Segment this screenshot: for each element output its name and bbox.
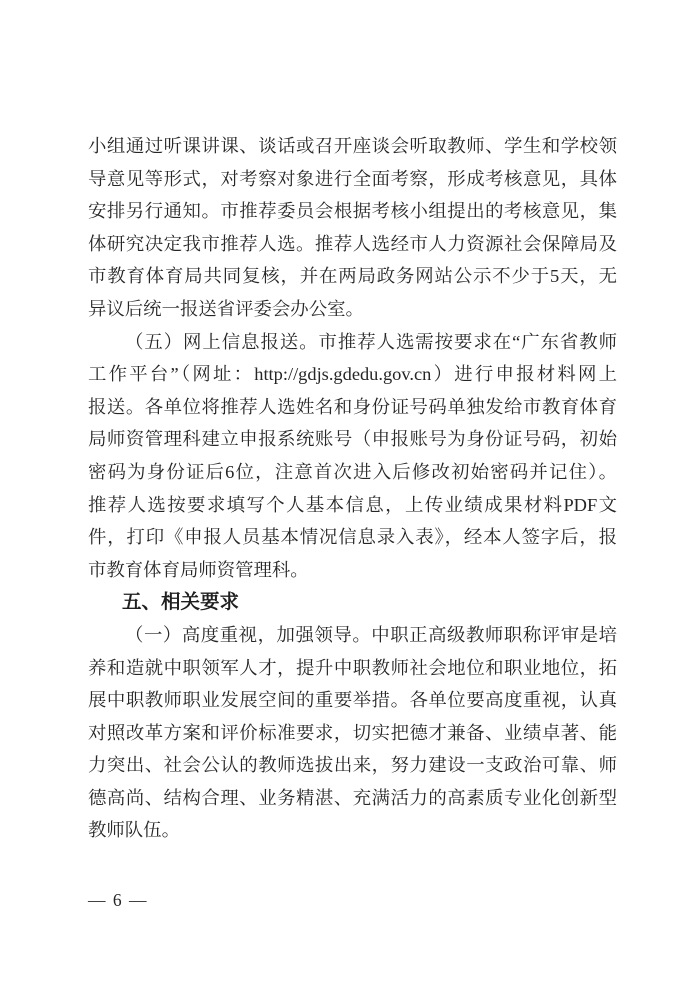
text-line: 教师队伍。 xyxy=(88,820,180,841)
text-line: 小组通过听课讲课、谈话或召开座谈会听取教师、学生和学校领 xyxy=(88,136,617,156)
text-line: 局师资管理科建立申报系统账号（申报账号为身份证号码，初始 xyxy=(88,429,617,450)
document-body xyxy=(88,130,617,847)
text-line: 异议后统一报送省评委会办公室。 xyxy=(88,298,364,319)
text-line: 体研究决定我市推荐人选。推荐人选经市人力资源社会保障局及 xyxy=(88,233,617,254)
text-line: 导意见等形式，对考察对象进行全面考察，形成考核意见，具体 xyxy=(88,168,617,189)
text-line: 对照改革方案和评价标准要求，切实把德才兼备、业绩卓著、能 xyxy=(88,722,617,743)
text-line: 展中职教师职业发展空间的重要举措。各单位要高度重视，认真 xyxy=(88,690,617,711)
text-line: （一）高度重视，加强领导。中职正高级教师职称评审是培 xyxy=(125,624,617,645)
text-line: 报送。各单位将推荐人选姓名和身份证号码单独发给市教育体育 xyxy=(88,396,617,417)
text-line: 件，打印《申报人员基本情况信息录入表》，经本人签字后，报 xyxy=(88,527,617,548)
text-line: 工作平台”（网址：http://gdjs.gdedu.gov.cn）进行申报材料网上 xyxy=(88,364,617,385)
text-line: 力突出、社会公认的教师选拔出来，努力建设一支政治可靠、师 xyxy=(88,755,617,776)
text-line: 安排另行通知。市推荐委员会根据考核小组提出的考核意见，集 xyxy=(88,201,617,222)
section-heading: 五、相关要求 xyxy=(122,591,240,614)
text-line: 德高尚、结构合理、业务精湛、充满活力的高素质专业化创新型 xyxy=(88,787,617,808)
text-line: 养和造就中职领军人才，提升中职教师社会地位和职业地位，拓 xyxy=(88,657,617,678)
text-line: 市教育体育局师资管理科。 xyxy=(88,559,309,580)
text-line: 推荐人选按要求填写个人基本信息，上传业绩成果材料PDF文 xyxy=(88,494,617,515)
text-line: （五）网上信息报送。市推荐人选需按要求在“广东省教师 xyxy=(125,331,617,352)
text-line: 密码为身份证后6位，注意首次进入后修改初始密码并记住）。 xyxy=(88,461,617,482)
text-line: 市教育体育局共同复核，并在两局政务网站公示不少于5天，无 xyxy=(88,266,617,287)
page-number: — 6 — xyxy=(88,890,148,910)
